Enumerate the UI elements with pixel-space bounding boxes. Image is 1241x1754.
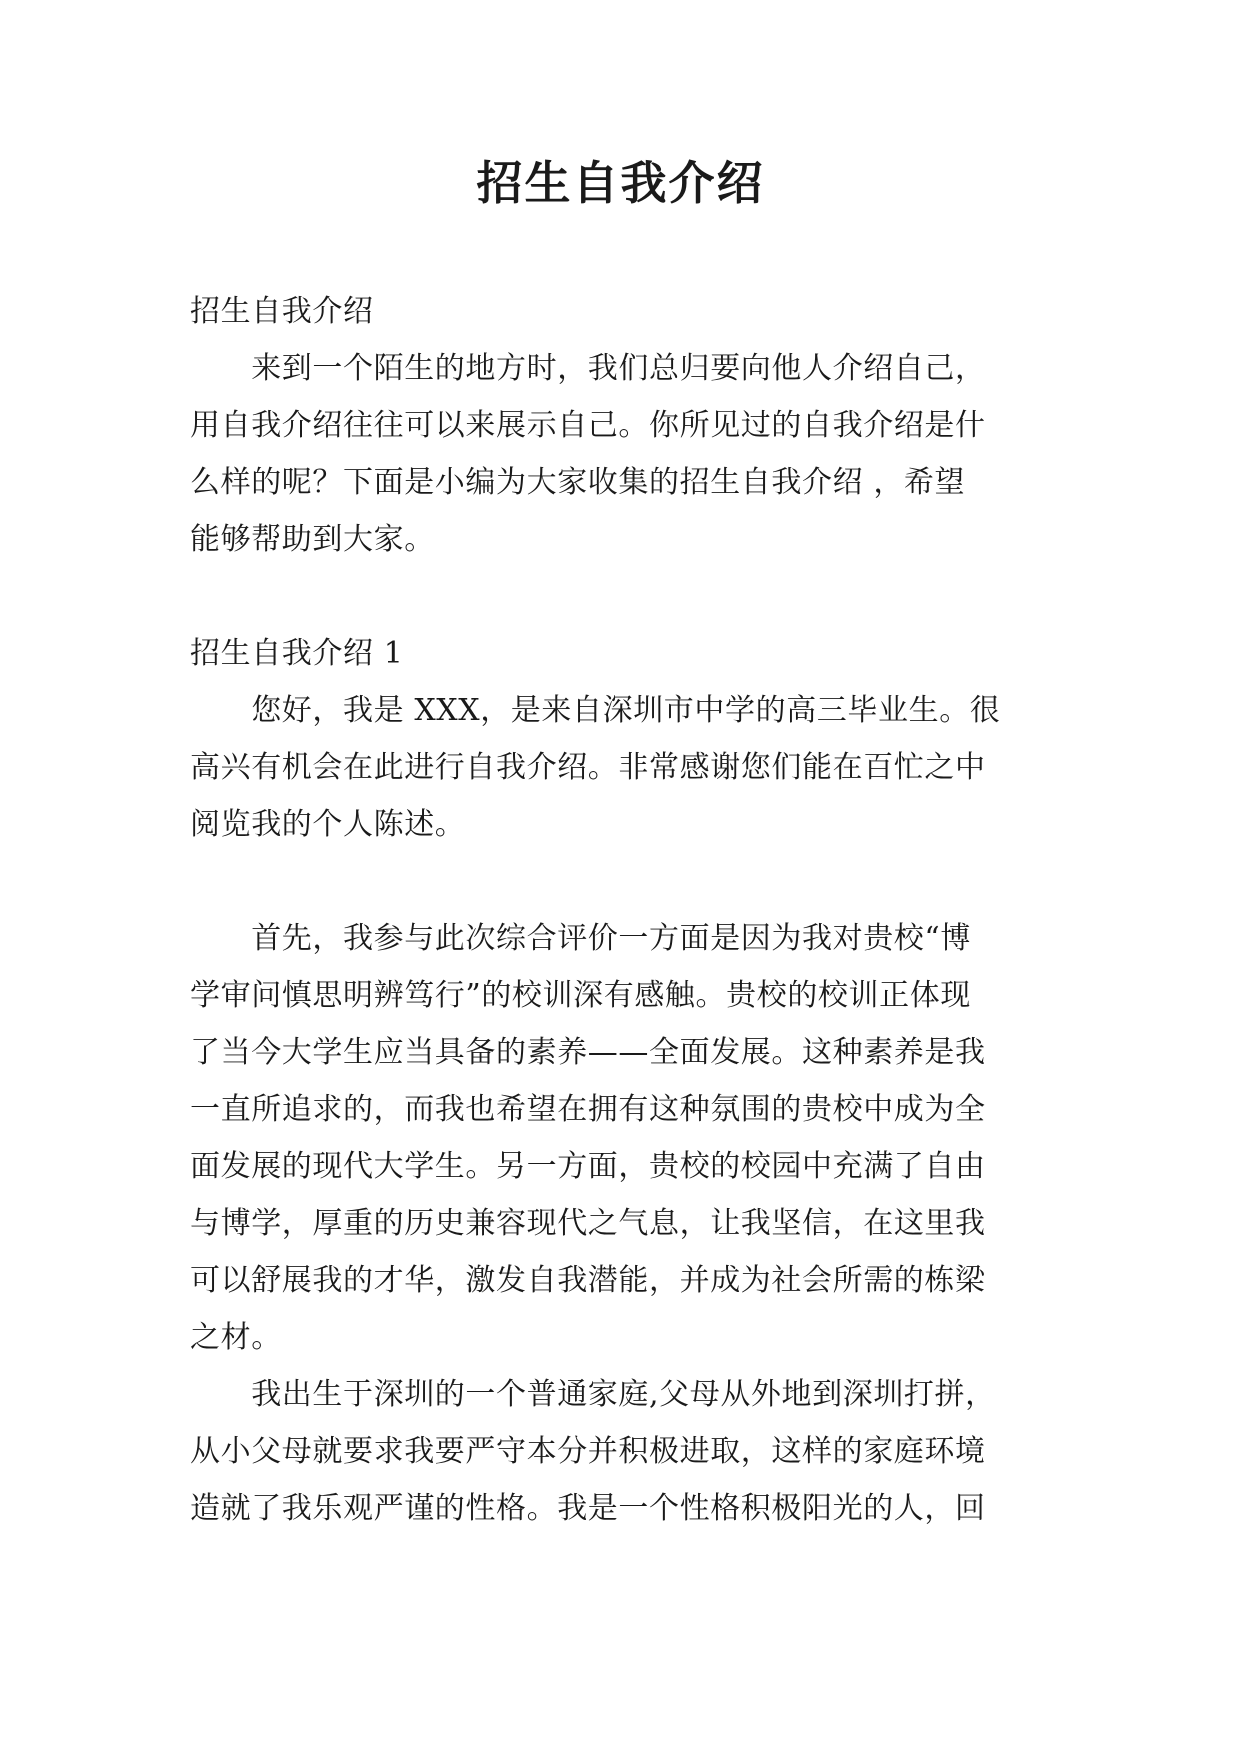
text-line: 么样的呢？下面是小编为大家收集的招生自我介绍 ，希望 bbox=[190, 465, 966, 500]
text-line: 高兴有机会在此进行自我介绍。非常感谢您们能在百忙之中 bbox=[190, 750, 986, 785]
text-line: 造就了我乐观严谨的性格。我是一个性格积极阳光的人，回 bbox=[190, 1491, 986, 1526]
document-title: 招生自我介绍 bbox=[476, 156, 765, 210]
document-body bbox=[190, 283, 1058, 1537]
text-line: 之材。 bbox=[190, 1320, 282, 1355]
text-line: 招生自我介绍 bbox=[190, 294, 374, 329]
text-line: 从小父母就要求我要严守本分并积极进取，这样的家庭环境 bbox=[190, 1434, 986, 1469]
text-line: 阅览我的个人陈述。 bbox=[190, 807, 466, 842]
text-line: 我出生于深圳的一个普通家庭,父母从外地到深圳打拼， bbox=[190, 1377, 996, 1412]
text-line: 您好，我是 XXX，是来自深圳市中学的高三毕业生。很 bbox=[190, 693, 1001, 728]
text-line: 用自我介绍往往可以来展示自己。你所见过的自我介绍是什 bbox=[190, 408, 986, 443]
text-line: 面发展的现代大学生。另一方面，贵校的校园中充满了自由 bbox=[190, 1149, 986, 1184]
blank-line bbox=[190, 568, 1058, 625]
text-line: 可以舒展我的才华，激发自我潜能，并成为社会所需的栋梁 bbox=[190, 1263, 986, 1298]
text-line: 招生自我介绍 1 bbox=[190, 636, 404, 671]
text-line: 学审问慎思明辨笃行”的校训深有感触。贵校的校训正体现 bbox=[190, 978, 971, 1013]
text-line: 首先，我参与此次综合评价一方面是因为我对贵校“博 bbox=[190, 921, 971, 956]
text-line: 来到一个陌生的地方时，我们总归要向他人介绍自己， bbox=[190, 351, 986, 386]
text-line: 一直所追求的，而我也希望在拥有这种氛围的贵校中成为全 bbox=[190, 1092, 986, 1127]
text-line: 能够帮助到大家。 bbox=[190, 522, 435, 557]
text-line: 与博学，厚重的历史兼容现代之气息，让我坚信，在这里我 bbox=[190, 1206, 986, 1241]
text-line: 了当今大学生应当具备的素养——全面发展。这种素养是我 bbox=[190, 1035, 986, 1070]
blank-line bbox=[190, 853, 1058, 910]
